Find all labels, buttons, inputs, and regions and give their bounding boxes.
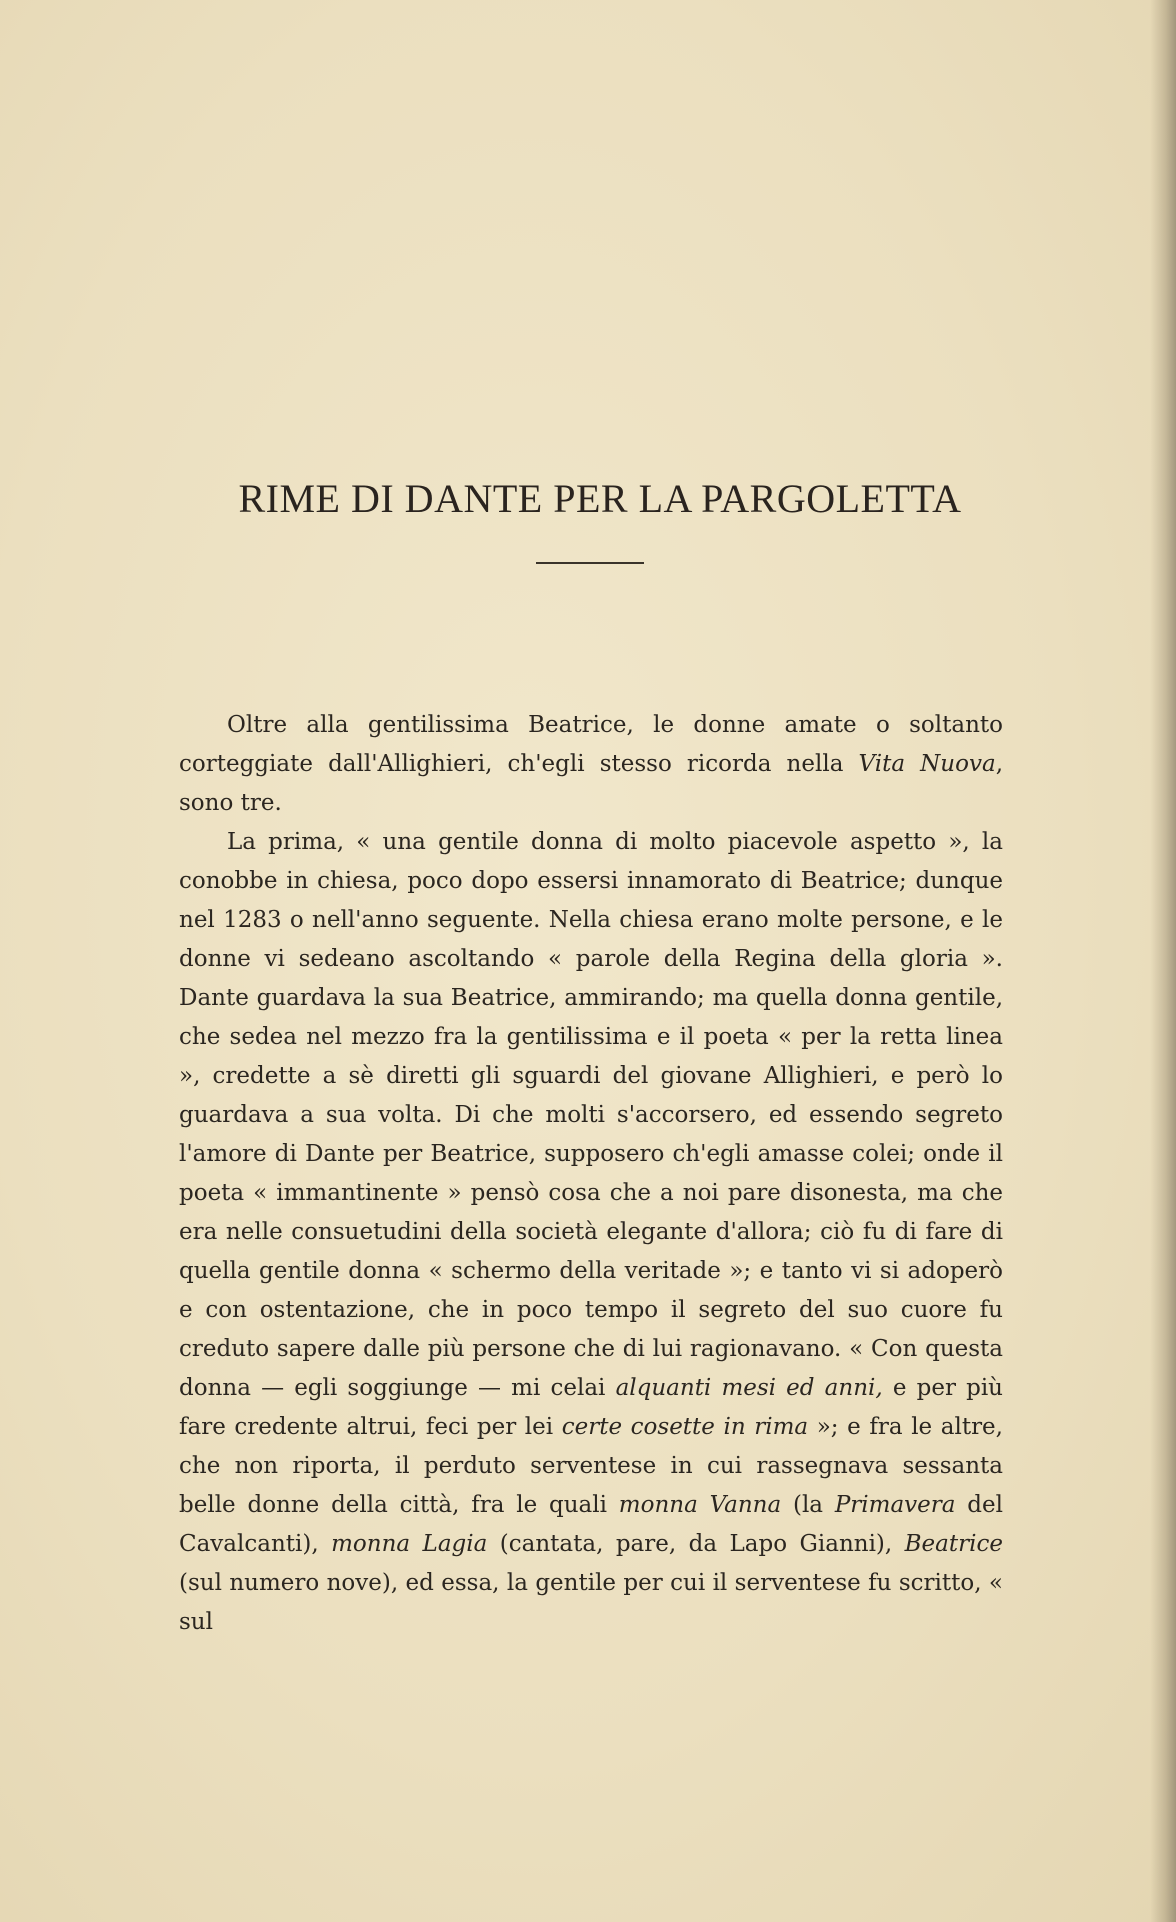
- text-run: Oltre alla gentilissima Beatrice, le donne amate o soltanto corteggiate dall'Allighieri, ch'egli stesso ricorda nella: [179, 712, 1003, 777]
- page-edge-shadow: [1150, 0, 1176, 1922]
- chapter-title: RIME DI DANTE PER LA PARGOLETTA: [238, 476, 962, 521]
- italic-title: Vita Nuova: [858, 751, 996, 777]
- text-run: (la: [781, 1492, 835, 1518]
- italic-name: monna Vanna: [618, 1492, 782, 1518]
- text-run: , sono tre.: [179, 751, 1003, 816]
- text-run: del Cavalcanti),: [179, 1492, 1004, 1557]
- text-run: (cantata, pare, da Lapo Gianni),: [487, 1531, 905, 1557]
- italic-name: Primavera: [834, 1492, 956, 1518]
- italic-name: monna Lagia: [331, 1531, 488, 1557]
- paragraph: [179, 706, 1003, 823]
- italic-quote: certe cosette in rima: [561, 1414, 809, 1440]
- body-text: [179, 706, 1003, 1642]
- text-run: La prima, « una gentile donna di molto piacevole aspetto », la conobbe in chiesa, poco dopo essersi innamorato di Beatrice; dunque nel 1283 o nell'anno seguente. Nella chiesa erano molte persone, e le donne vi sedeano ascoltando « parole della Regina della gloria ». Dante guardava la sua Beatrice, ammirando; ma quella donna gentile, che sedea nel mezzo fra la gentilissima e il poeta « per la retta linea », credette a sè diretti gli sguardi del giovane Allighieri, e però lo guardava a sua volta. Di che molti s'accorsero, ed essendo segreto l'amore di Dante per Beatrice, supposero ch'egli amasse colei; onde il poeta « immantinente » pensò cosa che a noi pare disonesta, ma che era nelle consuetudini della società elegante d'allora; ciò fu di fare di quella gentile donna « schermo della veritade »; e tanto vi si adoperò e con ostentazione, che in poco tempo il segreto del suo cuore fu creduto sapere dalle più persone che di lui ragionavano. « Con questa donna — egli soggiunge — mi celai: [179, 829, 1003, 1401]
- title-rule: [536, 562, 644, 564]
- italic-name: Beatrice: [904, 1531, 1003, 1557]
- italic-quote: alquanti mesi ed anni,: [615, 1375, 883, 1401]
- text-run: »; e fra le altre, che non riporta, il perduto serventese in cui rassegnava sessanta belle donne della città, fra le quali: [179, 1414, 1003, 1518]
- text-run: (sul numero nove), ed essa, la gentile per cui il serventese fu scritto, « sul: [179, 1570, 1003, 1635]
- text-run: e per più fare credente altrui, feci per lei: [179, 1375, 1003, 1440]
- paragraph: [179, 823, 1003, 1642]
